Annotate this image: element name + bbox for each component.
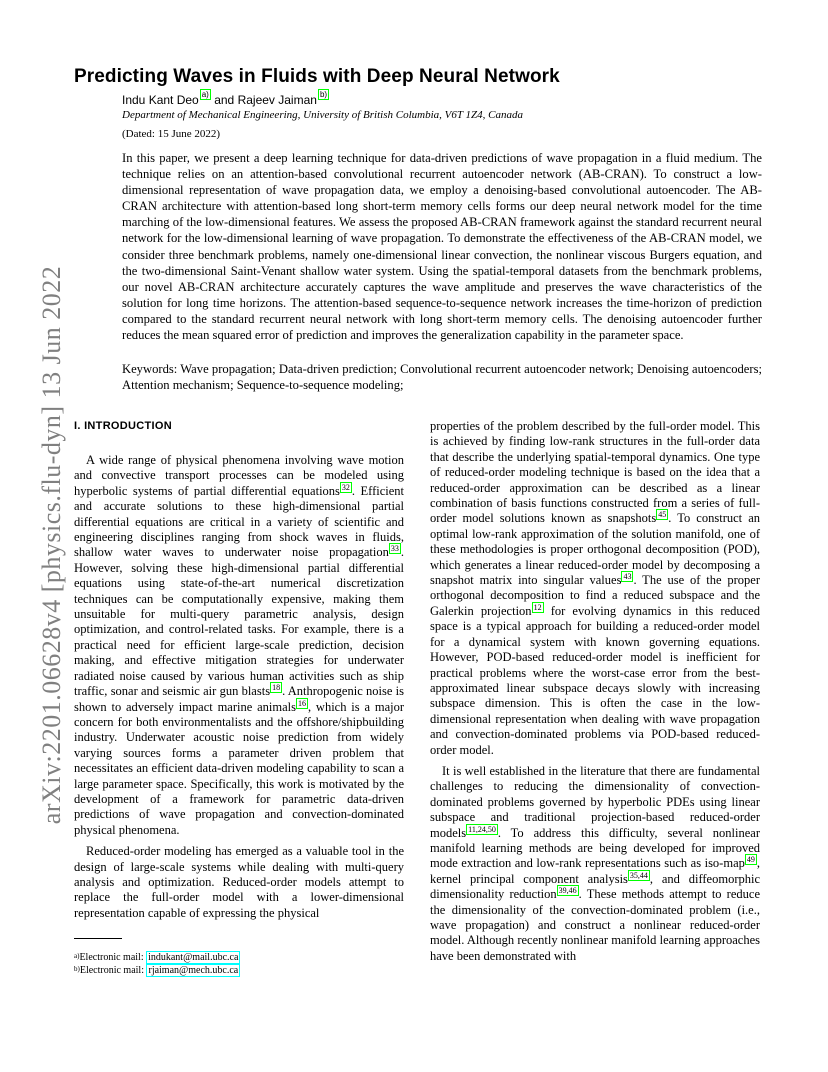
text-run: It is well established in the literature that there are fundamental challenges to reducing the dimensionality of convection-dominated problems governed by hyperbolic PDEs using linear subspace and traditional projection-based reduced-order models	[430, 763, 760, 840]
affiliation: Department of Mechanical Engineering, University of British Columbia, V6T 1Z4, Canada	[122, 109, 523, 121]
citation-link[interactable]: 49	[746, 855, 755, 865]
author-name: Indu Kant Deo	[122, 93, 199, 107]
date-line: (Dated: 15 June 2022)	[122, 128, 221, 140]
footnote-a	[74, 951, 240, 964]
abstract-text: In this paper, we present a deep learning technique for data-driven predictions of wave propagation in a fluid medium. The technique relies on an attention-based convolutional recurrent autoencoder network (AB-CRAN). To construct a low-dimensional representation of wave propagation data, we employ a denoising-based convolutional autoencoder. The AB-CRAN architecture with attention-based long short-term memory cells forms our deep neural network model for the time marching of the low-dimensional features. We assess the proposed AB-CRAN framework against the standard recurrent neural network for the low-dimensional learning of wave propagation. To demonstrate the effectiveness of the AB-CRAN model, we consider three benchmark problems, namely one-dimensional linear convection, the nonlinear viscous Burgers equation, and the two-dimensional Saint-Venant shallow water system. Using the spatial-temporal datasets from the benchmark problems, our novel AB-CRAN architecture accurately captures the wave amplitude and preserves the wave characteristics of the solution for long time horizons. The attention-based sequence-to-sequence network increases the time-horizon of prediction compared to the standard recurrent neural network with long short-term memory cells. The denoising autoencoder further reduces the mean squared error of prediction and improves the generalization capability in the parameter space.	[122, 151, 762, 343]
text-run: A wide range of physical phenomena involving wave motion and convective transport processes can be modeled using hyperbolic systems of partial differential equations	[74, 453, 404, 498]
footnotes	[74, 951, 240, 977]
citation-link[interactable]: 33	[390, 544, 399, 554]
paragraph	[430, 764, 760, 964]
email-link[interactable]: indukant@mail.ubc.ca	[148, 952, 239, 963]
left-column	[74, 453, 404, 921]
keywords: Keywords: Wave propagation; Data-driven prediction; Convolutional recurrent autoencoder network; Denoising autoencoders; Attention mechanism; Sequence-to-sequence modeling;	[122, 362, 762, 393]
citation-link[interactable]: 12	[533, 602, 542, 612]
author-name: Rajeev Jaiman	[237, 93, 317, 107]
footnote-b	[74, 964, 240, 977]
footnote-mark: a)	[74, 952, 80, 960]
footnote-divider	[74, 938, 122, 939]
abstract	[122, 150, 762, 343]
text-run: , kernel principal component analysis	[430, 856, 760, 886]
text-run: . Efficient and accurate solutions to these high-dimensional partial differential equations are critical in a variety of scientific and engineering disciplines ranging from shock waves in fluids, shallow water waves to underwater noise propagation	[74, 483, 404, 560]
footnote-label: Electronic mail:	[79, 965, 147, 976]
author-footnote-link[interactable]: a)	[201, 90, 209, 99]
paper-title: Predicting Waves in Fluids with Deep Neural Network	[74, 66, 560, 87]
footnote-label: Electronic mail:	[79, 952, 147, 963]
arxiv-identifier-stamp[interactable]: arXiv:2201.06628v4 [physics.flu-dyn] 13 Jun 2022	[37, 265, 66, 825]
citation-link[interactable]: 43	[623, 572, 632, 582]
citation-link[interactable]: 35,44	[629, 870, 648, 880]
text-run: . These methods attempt to reduce the dimensionality of the convection-dominated problem (i.e., wave propagation) and construct a nonlinear reduced-order model. Although recently nonlinear manifold learning approaches have been demonstrated with	[430, 887, 760, 963]
citation-link[interactable]: 32	[341, 482, 350, 492]
text-run: , and diffeomorphic dimensionality reduction	[430, 871, 760, 902]
author-footnote-link[interactable]: b)	[319, 90, 328, 99]
paragraph	[430, 419, 760, 758]
citation-link[interactable]: 11,24,50	[468, 824, 496, 834]
text-run: properties of the problem described by the full-order model. This is achieved by finding low-rank structures in the full-order data that describe the underlying spatial-temporal dynamics. One type of reduced-order modeling technique is based on the idea that a reduced-order approximation can be described as a linear combination of basis functions constructed from a series of full-order model solutions known as snapshots	[430, 419, 760, 526]
citation-link[interactable]: 16	[297, 698, 306, 708]
citation-link[interactable]: 39,46	[558, 886, 577, 896]
citation-link[interactable]: 45	[658, 510, 667, 520]
right-column	[430, 419, 760, 964]
text-run: . To address this difficulty, several nonlinear manifold learning methods are being developed for improved mode extraction and low-rank representations such as iso-map	[430, 825, 760, 871]
text-run: . Anthropogenic noise is shown to adversely impact marine animals	[74, 684, 405, 714]
footnote-mark: b)	[74, 965, 80, 973]
author-conjunction: and	[210, 93, 238, 107]
email-link[interactable]: rjaiman@mech.ubc.ca	[148, 965, 239, 976]
citation-link[interactable]: 18	[272, 683, 281, 693]
text-run: . To construct an optimal low-rank approximation of the solution manifold, one of these methodologies is proper orthogonal decomposition (POD), which generates a linear reduced-order model by decomposing a snapshot matrix into singular values	[430, 511, 761, 588]
text-run: . The use of the proper orthogonal decomposition to find a reduced subspace and the Galerkin projection	[430, 573, 760, 618]
text-run: , which is a major concern for both environmentalists and the offshore/shipbuilding industry. Underwater acoustic noise prediction from widely varying sources forms a parameter driven problem that necessitates an efficient data-driven modeling capability to scan a large parameter space. Specifically, this work is motivated by the development of a framework for parametric data-driven predictions of wave propagation and convection-dominated physical phenomena.	[74, 699, 404, 837]
paragraph: Reduced-order modeling has emerged as a valuable tool in the design of large-scale systems while dealing with multi-query analysis and optimization. Reduced-order models attempt to replace the full-order model with a lower-dimensional representation capable of expressing the physical	[74, 844, 404, 920]
author-line	[122, 90, 329, 107]
section-heading: I. INTRODUCTION	[74, 420, 172, 432]
text-run: for evolving dynamics in this reduced space is a typical approach for building a reduced-order model for a dynamical system with known governing equations. However, POD-based reduced-order model is inefficient for practical problems where the worst-case error from the best-approximated linear subspace decays slowly with increasing subspace dimension. This is often the case in the low-dimensional representation when dealing with wave propagation and convection-dominated problems via POD-based reduced-order model.	[430, 603, 760, 757]
text-run: . However, solving these high-dimensional partial differential equations using state-of-the-art numerical discretization techniques can be computationally expensive, making them unsuitable for multi-query parametric analysis, design optimization, and control-related tasks. For example, there is a practical need for efficient large-scale prediction, decision making, and effective mitigation strategies for underwater radiated noise caused by various human activities such as ship traffic, sonar and seismic air gun blasts	[74, 545, 404, 699]
paragraph	[74, 453, 404, 838]
